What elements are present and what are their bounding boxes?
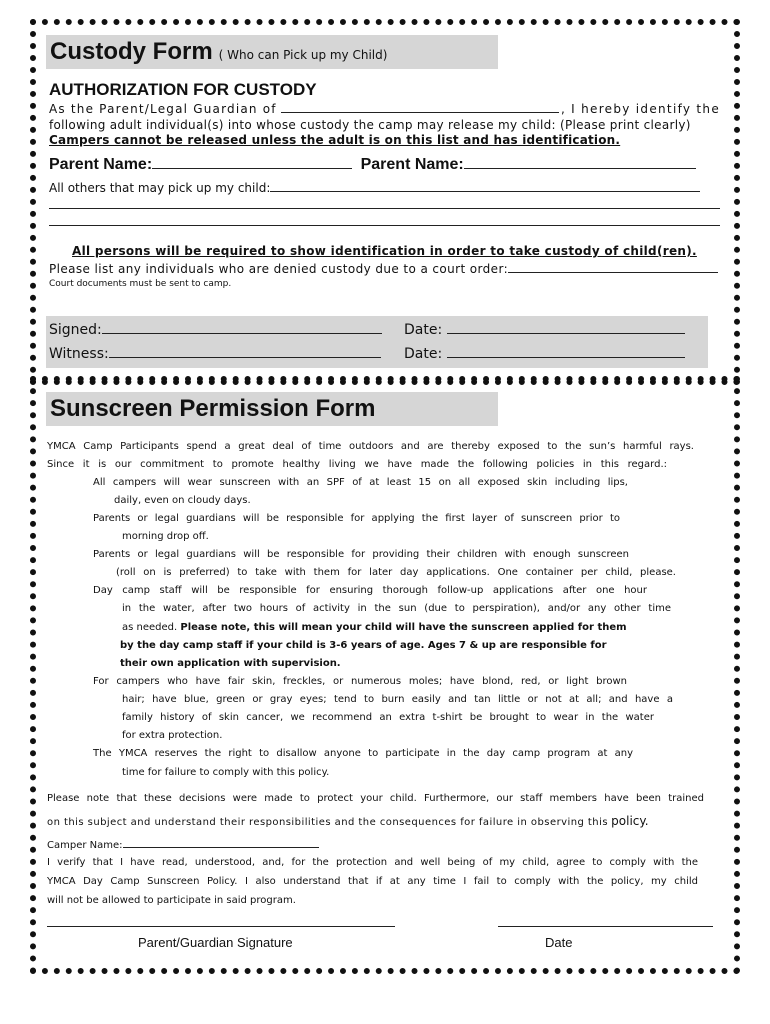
date-label-2: Date: bbox=[404, 346, 443, 362]
parent-signature-caption: Parent/Guardian Signature bbox=[138, 935, 293, 950]
witness-field[interactable] bbox=[109, 356, 381, 358]
policy-5-line-a: For campers who have fair skin, freckles, or numerous moles; have blond, red, or light brown bbox=[93, 676, 627, 687]
denied-label: Please list any individuals who are denied custody due to a court order: bbox=[49, 262, 509, 276]
policy-5-line-b: hair; have blue, green or gray eyes; tend to burn easily and tan little or not at all; and have a bbox=[122, 694, 673, 705]
date-field-2[interactable] bbox=[447, 356, 685, 358]
parent-name-row bbox=[49, 156, 696, 174]
witness-row bbox=[49, 346, 381, 362]
others-row bbox=[49, 181, 700, 195]
others-label: All others that may pick up my child: bbox=[49, 181, 271, 195]
policy-6-line-b: time for failure to comply with this policy. bbox=[122, 767, 330, 778]
custody-title-bar bbox=[46, 35, 498, 69]
parent-name-label-2: Parent Name: bbox=[360, 156, 464, 173]
date-field-1[interactable] bbox=[447, 332, 685, 334]
intro-text-a: As the Parent/Legal Guardian of bbox=[49, 102, 277, 116]
policy-1-line-b: daily, even on cloudy days. bbox=[114, 495, 251, 506]
camper-name-label: Camper Name: bbox=[47, 840, 123, 851]
intro-text-b: , I hereby identify the bbox=[560, 102, 720, 116]
policy-4-note-bold-a: Please note, this will mean your child will have the sunscreen applied for them bbox=[180, 622, 627, 633]
sunscreen-intro-1: YMCA Camp Participants spend a great deal of time outdoors and are thereby exposed to the sun’s harmful rays. bbox=[47, 441, 694, 452]
id-notice: All persons will be required to show identification in order to take custody of child(ren). bbox=[72, 244, 697, 258]
policy-1-line-a: All campers will wear sunscreen with an SPF of at least 15 on all exposed skin including lips, bbox=[93, 477, 628, 488]
date-label-1: Date: bbox=[404, 322, 443, 338]
note-line-2-end: policy. bbox=[611, 814, 649, 828]
date-caption: Date bbox=[545, 935, 573, 950]
others-field-3[interactable] bbox=[49, 225, 720, 226]
date-row-1 bbox=[404, 322, 685, 338]
policy-5-line-d: for extra protection. bbox=[122, 730, 223, 741]
parent-name-label-1: Parent Name: bbox=[49, 156, 153, 173]
verify-line-1: I verify that I have read, understood, and, for the protection and well being of my child, agree to comply with the bbox=[47, 857, 698, 868]
policy-2-line-a: Parents or legal guardians will be responsible for applying the first layer of sunscreen prior to bbox=[93, 513, 620, 524]
policy-5-line-c: family history of skin cancer, we recommend an extra t-shirt be brought to wear in the water bbox=[122, 712, 654, 723]
note-line-1: Please note that these decisions were made to protect your child. Furthermore, our staff members have been trained bbox=[47, 793, 704, 804]
witness-label: Witness: bbox=[49, 346, 109, 362]
policy-3-line-b: (roll on is preferred) to take with them for later day applications. One container per child, please. bbox=[116, 567, 676, 578]
denied-field[interactable] bbox=[508, 271, 718, 273]
intro-line-1 bbox=[49, 102, 720, 116]
others-field-1[interactable] bbox=[270, 190, 700, 192]
parent-name-field-1[interactable] bbox=[152, 167, 352, 169]
verify-line-3: will not be allowed to participate in said program. bbox=[47, 895, 296, 906]
parent-name-field-2[interactable] bbox=[464, 167, 696, 169]
policy-6-line-a: The YMCA reserves the right to disallow anyone to participate in the day camp program at any bbox=[93, 748, 633, 759]
policy-4-line-a: Day camp staff will be responsible for ensuring thorough follow-up applications after one hour bbox=[93, 585, 647, 596]
authorization-heading: AUTHORIZATION FOR CUSTODY bbox=[49, 80, 317, 99]
release-warning: Campers cannot be released unless the adult is on this list and has identification. bbox=[49, 133, 621, 147]
policy-3-line-a: Parents or legal guardians will be responsible for providing their children with enough sunscreen bbox=[93, 549, 629, 560]
signature-date-field[interactable] bbox=[498, 926, 713, 927]
custody-title: Custody Form bbox=[50, 38, 213, 65]
signed-label: Signed: bbox=[49, 322, 102, 338]
court-docs-note: Court documents must be sent to camp. bbox=[49, 279, 232, 289]
parent-signature-field[interactable] bbox=[47, 926, 395, 927]
signed-field[interactable] bbox=[102, 332, 382, 334]
sunscreen-intro-2: Since it is our commitment to promote healthy living we have made the following policies in this regard.: bbox=[47, 459, 667, 470]
date-row-2 bbox=[404, 346, 685, 362]
signed-row bbox=[49, 322, 382, 338]
camper-name-field[interactable] bbox=[123, 846, 319, 848]
policy-2-line-b: morning drop off. bbox=[122, 531, 209, 542]
camper-name-row bbox=[47, 840, 319, 851]
child-name-field[interactable] bbox=[281, 111, 559, 113]
intro-line-2: following adult individual(s) into whose custody the camp may release my child: (Please print clearly) bbox=[49, 118, 691, 132]
others-field-2[interactable] bbox=[49, 208, 720, 209]
policy-4-line-b: in the water, after two hours of activity in the sun (due to perspiration), and/or any other time bbox=[122, 603, 671, 614]
verify-line-2: YMCA Day Camp Sunscreen Policy. I also understand that if at any time I fail to comply with the policy, my child bbox=[47, 876, 698, 887]
note-line-2-text: on this subject and understand their responsibilities and the consequences for failure in observing this bbox=[47, 817, 608, 828]
policy-4-as-needed: as needed. bbox=[122, 622, 178, 633]
sunscreen-title-bar bbox=[46, 392, 498, 426]
denied-row bbox=[49, 262, 718, 276]
policy-4-note-bold-c: their own application with supervision. bbox=[120, 658, 341, 669]
policy-4-note-bold-b: by the day camp staff if your child is 3-6 years of age. Ages 7 & up are responsible for bbox=[120, 640, 607, 651]
policy-4-line-c bbox=[122, 622, 627, 633]
custody-subtitle: ( Who can Pick up my Child) bbox=[218, 48, 388, 62]
sunscreen-title: Sunscreen Permission Form bbox=[50, 395, 376, 422]
note-line-2 bbox=[47, 814, 649, 828]
